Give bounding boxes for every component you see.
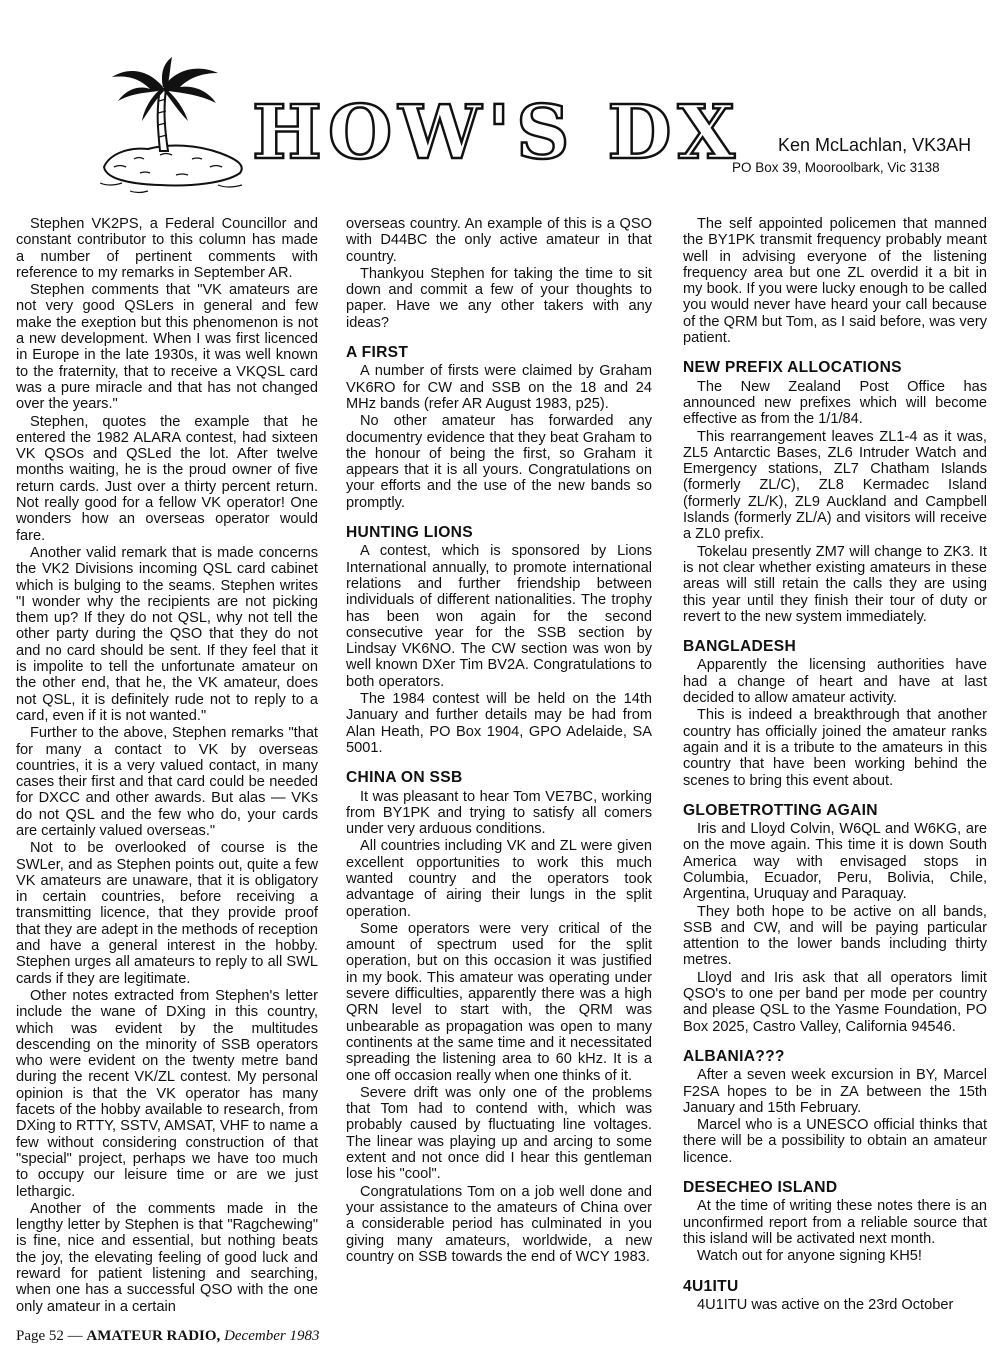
section-heading: A FIRST — [346, 344, 409, 362]
paragraph: No other amateur has forwarded any documentry evidence that they beat Graham to the honour of being the first, so Graham it appears that it is all yours. Congratulations on your efforts and the use of the new bands so promptly. — [346, 413, 652, 511]
paragraph: The New Zealand Post Office has announced new prefixes which will become effective as from the 1/1/84. — [683, 378, 987, 428]
paragraph: A number of firsts were claimed by Graham VK6RO for CW and SSB on the 18 and 24 MHz bands (refer AR August 1983, p25). — [346, 363, 652, 412]
paragraph: After a seven week excursion in BY, Marcel F2SA hopes to be in ZA between the 15th January and 15th February. — [683, 1067, 987, 1116]
header — [0, 0, 1000, 215]
palm-island-icon — [100, 55, 250, 195]
column-1 — [16, 216, 318, 1316]
author-address: PO Box 39, Mooroolbark, Vic 3138 — [732, 160, 940, 175]
paragraph: 4U1ITU was active on the 23rd October — [697, 1296, 954, 1313]
paragraph: Further to the above, Stephen remarks "that for many a contact to VK by overseas countries, it is a very valued contact, in many cases their first and that card could be needed for DXCC and other awards. But alas — VKs do not QSL and the few who do, your cards are certainly valued overseas." — [16, 725, 318, 839]
paragraph: Another valid remark that is made concerns the VK2 Divisions incoming QSL card cabinet which is bulging to the seams. Stephen writes "I wonder why the recipients are not picking them up? If they do not QSL, why not tell the other party during the QSO that they do not and no card should be sent. If they feel that it is impolite to tell the unfortunate amateur on the other end, that he, the VK amateur, does not QSL, it is definitely rude not to reply to a card, even if it is not wanted." — [16, 544, 318, 724]
page-number: Page 52 — — [16, 1328, 83, 1344]
magazine-name: AMATEUR RADIO, — [86, 1328, 221, 1344]
paragraph: This rearrangement leaves ZL1-4 as it was, ZL5 Antarctic Bases, ZL6 Intruder Watch and Emergency stations, ZL7 Chatham Islands (formerly ZL/C), ZL8 Kermadec Island (formerly ZL/K), ZL9 Auckland and Campbell Islands (formerly ZL/A) and visitors will receive a ZL0 prefix. — [683, 428, 987, 543]
section-heading: GLOBETROTTING AGAIN — [683, 801, 878, 819]
paragraph: Not to be overlooked of course is the SWLer, and as Stephen points out, quite a few VK amateurs are unaware, that it is obligatory in certain countries, before receiving a transmitting licence, that they provide proof that they are adept in the methods of reception and have a general interest in the hobby. Stephen urges all amateurs to reply to all SWL cards if they are legitimate. — [16, 840, 318, 987]
paragraph: All countries including VK and ZL were given excellent opportunities to work this much wanted country and the operators took advantage of airing their lungs in the split operation. — [346, 838, 652, 920]
paragraph: Stephen VK2PS, a Federal Councillor and constant contributor to this column has made a number of pertinent comments with reference to my remarks in September AR. — [16, 216, 318, 281]
issue-date: December 1983 — [224, 1328, 320, 1344]
paragraph: Marcel who is a UNESCO official thinks that there will be a possibility to obtain an amateur licence. — [683, 1117, 987, 1166]
paragraph: overseas country. An example of this is a QSO with D44BC the only active amateur in that country. — [346, 216, 652, 265]
column-3 — [683, 216, 987, 1314]
paragraph: They both hope to be active on all bands, SSB and CW, and will be paying particular attention to the lower bands including thirty metres. — [683, 903, 987, 969]
page-footer — [16, 1328, 319, 1345]
section-heading: ALBANIA??? — [683, 1047, 785, 1065]
paragraph: Stephen, quotes the example that he entered the 1982 ALARA contest, had sixteen VK QSOs and QSLed the lot. After twelve months waiting, he is the proud owner of five return cards. Just over a thirty percent return. Not really good for a fellow VK operator! One wonders how an overseas operator would fare. — [16, 413, 318, 544]
section-heading: HUNTING LIONS — [346, 524, 473, 542]
paragraph: Thankyou Stephen for taking the time to sit down and commit a few of your thoughts to paper. Have we any other takers with any ideas? — [346, 265, 652, 331]
paragraph: It was pleasant to hear Tom VE7BC, working from BY1PK and trying to satisfy all comers under very arduous conditions. — [346, 788, 652, 838]
paragraph: Some operators were very critical of the amount of spectrum used for the split operation, but on this occasion it was justified in my book. This amateur was operating under severe difficulties, apparently there was a high QRN level to start with, the QRM was unbearable as propagation was open to many continents at the same time and it necessitated spreading the listening area to 60 kHz. It is a one off occasion really when one thinks of it. — [346, 920, 652, 1084]
paragraph: Another of the comments made in the lengthy letter by Stephen is that "Ragchewing" is fine, nice and essential, but nothing beats the joy, the elevating feeling of good luck and reward for patient listening and searching, when one has a successful QSO with the one only amateur in a certain — [16, 1200, 318, 1315]
paragraph: The 1984 contest will be held on the 14th January and further details may be had from Alan Heath, PO Box 1904, GPO Adelaide, SA 5001. — [346, 691, 652, 756]
paragraph: Stephen comments that "VK amateurs are not very good QSLers in general and few make the exeption but this phenomenon is not a new development. When I was first licenced in Europe in the late 1930s, it was well known to the fraternity, that to receive a VKQSL card was a pure miracle and that has not changed over the years." — [16, 282, 318, 413]
paragraph: The self appointed policemen that manned the BY1PK transmit frequency probably meant well in advising everyone of the listening frequency area but one ZL overdid it a bit in my book. If you were lucky enough to be called you would never have heard your call because of the QRM but Tom, as I said before, was very patient. — [683, 216, 987, 347]
paragraph: Watch out for anyone signing KH5! — [697, 1248, 922, 1265]
section-heading: CHINA ON SSB — [346, 769, 463, 787]
paragraph: Apparently the licensing authorities have had a change of heart and have at last decided to allow amateur activity. — [683, 657, 987, 707]
section-heading: BANGLADESH — [683, 638, 797, 656]
section-heading: DESECHEO ISLAND — [683, 1179, 838, 1197]
column-2 — [346, 216, 652, 1266]
paragraph: Other notes extracted from Stephen's letter include the wane of DXing in this country, which was evident by the multitudes descending on the minority of SSB operators who were evident on the twenty metre band during the recent VK/ZL contest. My personal opinion is that the VK operator has many facets of the hobby available to research, from DXing to RTTY, SSTV, AMSAT, VHF to name a few without considering construction of that "special" project, perhaps we have too much to occupy our leisure time or are we just lethargic. — [16, 987, 318, 1200]
paragraph: Severe drift was only one of the problems that Tom had to contend with, which was probably caused by fluctuating line voltages. The linear was playing up and arcing to some extent and not once did I hear this gentleman lose his "cool". — [346, 1084, 652, 1183]
paragraph: A contest, which is sponsored by Lions International annually, to promote international relations and further friendship between individuals of different nationalities. The trophy has been won again for the second consecutive year for the SSB section by Lindsay VK6NO. The CW section was won by well known DXer Tim BV2A. Congratulations to both operators. — [346, 543, 652, 690]
paragraph: At the time of writing these notes there is an unconfirmed report from a reliable source that this island will be activated next month. — [683, 1198, 987, 1247]
section-heading: NEW PREFIX ALLOCATIONS — [683, 359, 902, 377]
paragraph: Iris and Lloyd Colvin, W6QL and W6KG, are on the move again. This time it is down South America way with envisaged stops in Columbia, Ecuador, Peru, Bolivia, Chile, Argentina, Uruquay and Paraquay. — [683, 821, 987, 903]
section-heading: 4U1ITU — [683, 1277, 739, 1295]
paragraph: Tokelau presently ZM7 will change to ZK3. It is not clear whether existing amateurs in these areas will still retain the calls they are using this year until they finish their tour of duty or revert to the new system immediately. — [683, 543, 987, 625]
author-name: Ken McLachlan, VK3AH — [778, 135, 972, 155]
paragraph: Congratulations Tom on a job well done and your assistance to the amateurs of China over a considerable period has culminated in you giving many amateurs, worldwide, a new country on SSB towards the end of WCY 1983. — [346, 1183, 652, 1265]
paragraph: This is indeed a breakthrough that another country has officially joined the amateur ranks again and it is a tribute to the amateurs in this country that have been working behind the scenes to bring this event about. — [683, 707, 987, 789]
paragraph: Lloyd and Iris ask that all operators limit QSO's to one per band per mode per country and please QSL to the Yasme Foundation, PO Box 2025, Castro Valley, California 94546. — [683, 969, 987, 1035]
page-title: HOW'S DX — [252, 90, 741, 176]
